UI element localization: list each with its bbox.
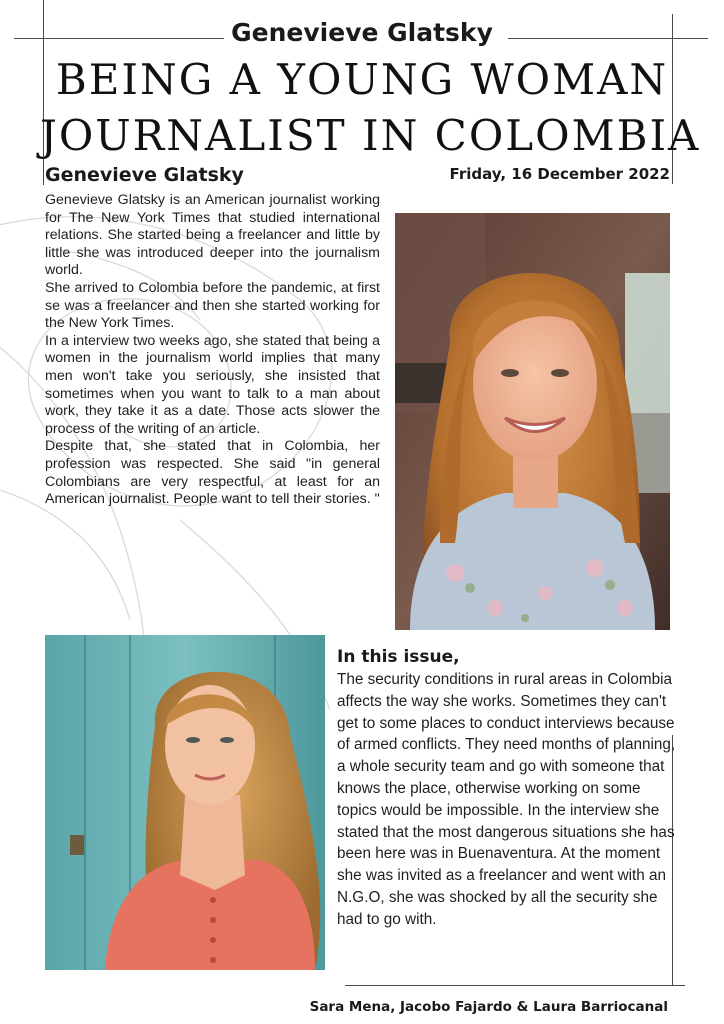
article-paragraph-1: Genevieve Glatsky is an American journalist working for The New York Times that studied international relations. She started being a freelancer and little by little she was introduced deeper into the journalism world. bbox=[45, 192, 380, 279]
top-byline: Genevieve Glatsky bbox=[231, 18, 493, 47]
article-body bbox=[45, 192, 380, 509]
in-this-issue-heading: In this issue, bbox=[337, 647, 460, 667]
author-credits: Sara Mena, Jacobo Fajardo & Laura Barriocanal bbox=[309, 999, 668, 1015]
article-paragraph-4: Despite that, she stated that in Colombia, her profession was respected. She said "in general Colombians are very respectful, at least for an American journalist. People want to tell their stories. " bbox=[45, 438, 380, 508]
headline-line-1: BEING A YOUNG WOMAN bbox=[55, 55, 669, 104]
article-paragraph-3: In a interview two weeks ago, she stated that being a women in the journalism world implies that many men won't take you seriously, she insisted that sometimes when you want to talk to a man about work, they take it as a date. Those acts slower the process of the writing of an article. bbox=[45, 332, 380, 437]
portrait-photo-smiling bbox=[395, 213, 670, 630]
frame-line-bottom bbox=[345, 985, 685, 986]
portrait-photo-wall bbox=[45, 635, 325, 970]
article-paragraph-2: She arrived to Colombia before the pandemic, at first se was a freelancer and then she started working for the New York Times. bbox=[45, 279, 380, 332]
article-author: Genevieve Glatsky bbox=[45, 164, 244, 186]
headline-line-2: JOURNALIST IN COLOMBIA bbox=[40, 111, 701, 160]
in-this-issue-text: The security conditions in rural areas in Colombia affects the way she works. Sometimes they can't get to some places to conduct interviews because of armed conflicts. They need months of planning, a whole security team and go with someone that knows the place, otherwise working on some topics would be impossible. In the interview she stated that the most dangerous situations she has been here was in Buenaventura. At the moment she was invited as a freelancer and went with an N.G.O, she was shocked by all the security she had to go with. bbox=[337, 671, 676, 928]
publication-date: Friday, 16 December 2022 bbox=[449, 165, 670, 183]
headline bbox=[40, 52, 701, 164]
